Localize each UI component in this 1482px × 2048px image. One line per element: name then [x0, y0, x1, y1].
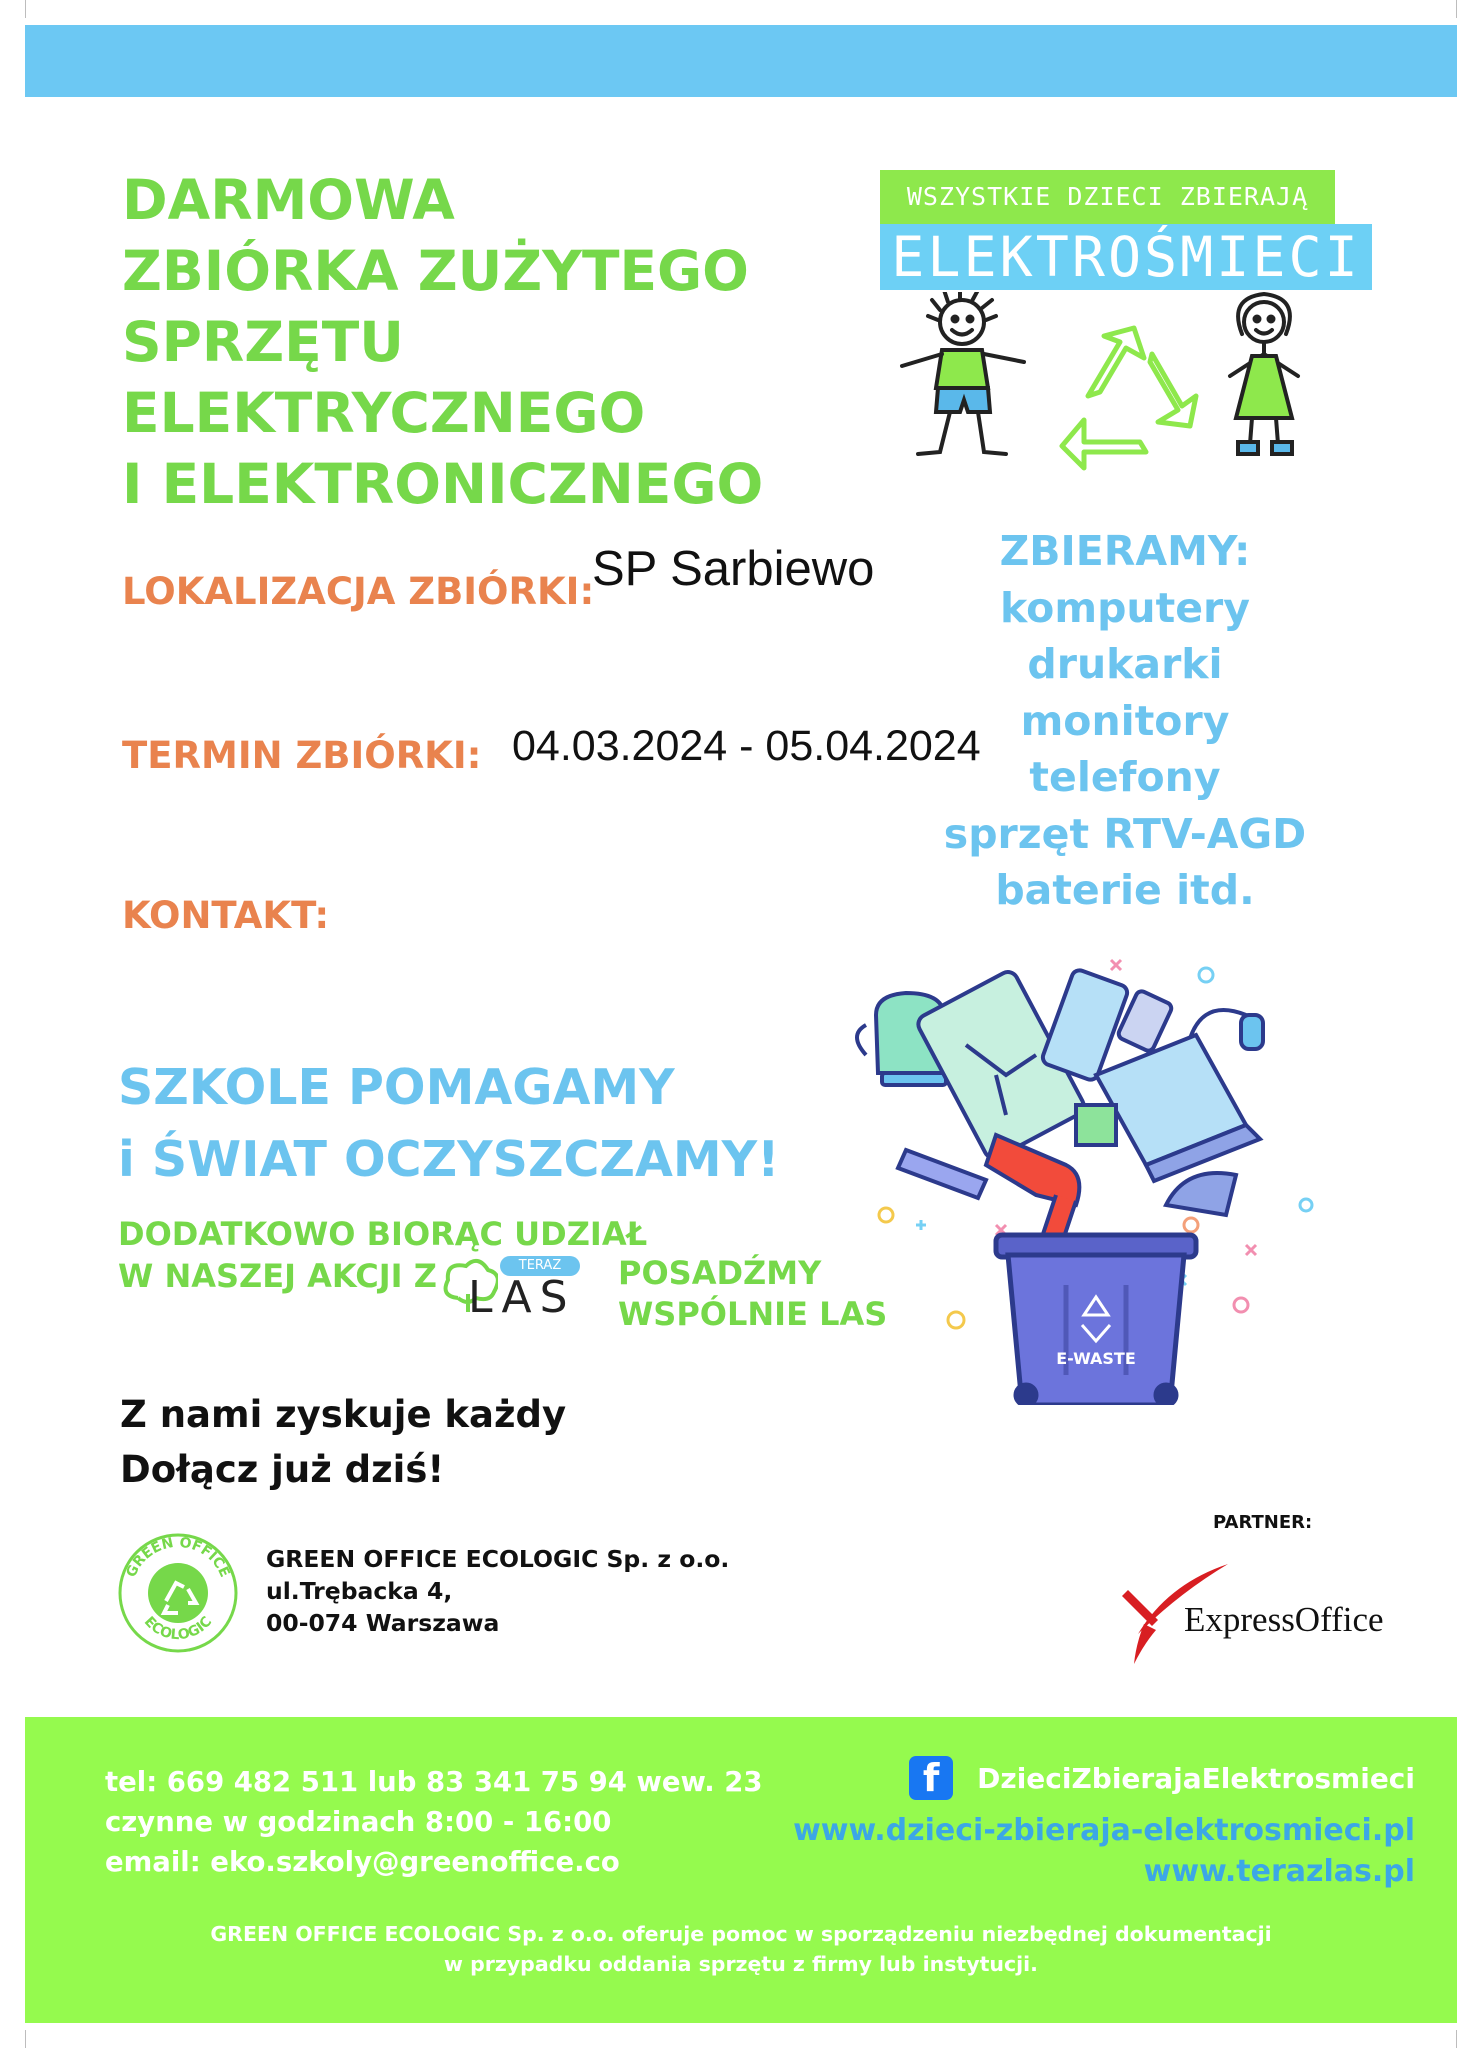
- e-waste-illustration: [846, 955, 1366, 1405]
- website-link-2[interactable]: www.terazlas.pl: [1143, 1854, 1415, 1889]
- iron-icon: [1166, 1173, 1236, 1215]
- crop-mark: [25, 0, 26, 18]
- circuit-chip-icon: [1076, 1105, 1116, 1145]
- footer-websites: [793, 1810, 1415, 1892]
- crop-mark: [1456, 0, 1457, 18]
- collect-item: drukarki: [1027, 640, 1223, 688]
- recycle-symbol-icon: [1062, 328, 1196, 468]
- collect-item: baterie itd.: [995, 866, 1255, 914]
- join-text: [120, 1387, 566, 1497]
- location-label: LOKALIZACJA ZBIÓRKI:: [122, 570, 595, 613]
- join-line: Dołącz już dziś!: [120, 1448, 445, 1491]
- badge-bottom-text: ECOLOGIC: [140, 1613, 216, 1644]
- term-value: 04.03.2024 - 05.04.2024: [512, 722, 981, 770]
- green-office-badge: [116, 1531, 240, 1655]
- headline: [122, 165, 882, 520]
- join-line: Z nami zyskuje każdy: [120, 1393, 567, 1436]
- collect-list: [910, 523, 1340, 919]
- extra-line-2: W NASZEJ AKCJI Z: [118, 1257, 437, 1295]
- facebook-icon: f: [909, 1756, 953, 1800]
- campaign-logo-main-word: ELEKTROŚMIECI: [880, 224, 1372, 290]
- headline-line: DARMOWA: [122, 168, 455, 232]
- las-wordmark: LAS: [468, 1272, 576, 1323]
- footer-tel: tel: 669 482 511 lub 83 341 75 94 wew. 23: [105, 1766, 763, 1798]
- top-color-bar: [25, 25, 1457, 97]
- company-city: 00-074 Warszawa: [266, 1609, 500, 1637]
- extra-line-4: WSPÓLNIE LAS: [618, 1295, 888, 1333]
- partner-label: PARTNER:: [1213, 1512, 1313, 1533]
- headline-line: ELEKTRYCZNEGO: [122, 381, 646, 445]
- term-label: TERMIN ZBIÓRKI:: [122, 734, 482, 777]
- girl-drawing-icon: [1230, 294, 1298, 454]
- partner-name: ExpressOffice: [1184, 1600, 1384, 1639]
- badge-top-text: GREEN OFFICE: [123, 1534, 233, 1580]
- partner-logo: [1118, 1560, 1418, 1670]
- collect-title: ZBIERAMY:: [999, 527, 1251, 575]
- flashlight-icon: [898, 1150, 986, 1198]
- collect-item: monitory: [1020, 696, 1230, 745]
- disclaimer-line: w przypadku oddania sprzętu z firmy lub instytucji.: [444, 1952, 1038, 1976]
- footer-email[interactable]: email: eko.szkoly@greenoffice.co: [105, 1846, 620, 1878]
- slogan-line: i ŚWIAT OCZYSZCZAMY!: [118, 1131, 780, 1188]
- disclaimer-line: GREEN OFFICE ECOLOGIC Sp. z o.o. oferuje pomoc w sporządzeniu niezbędnej dokumentacji: [210, 1922, 1272, 1946]
- campaign-logo-top-line: WSZYSTKIE DZIECI ZBIERAJĄ: [880, 170, 1335, 224]
- collect-item: komputery: [1000, 583, 1250, 632]
- extra-line-3: POSADŹMY: [618, 1254, 822, 1292]
- company-address: [266, 1543, 729, 1639]
- headline-line: I ELEKTRONICZNEGO: [122, 452, 764, 516]
- facebook-name[interactable]: DzieciZbierajaElektrosmieci: [977, 1761, 1415, 1795]
- boy-drawing-icon: [902, 292, 1024, 454]
- collect-item: telefony: [1029, 753, 1221, 801]
- campaign-logo: [880, 170, 1361, 480]
- collect-item: sprzęt RTV-AGD: [943, 809, 1307, 858]
- extra-line-1: DODATKOWO BIORĄC UDZIAŁ: [118, 1215, 648, 1253]
- footer-disclaimer: [25, 1919, 1457, 1979]
- company-street: ul.Trębacka 4,: [266, 1577, 453, 1605]
- teraz-badge: TERAZ: [500, 1256, 580, 1276]
- facebook-link[interactable]: [909, 1756, 1415, 1800]
- laptop-icon: [1096, 1035, 1260, 1181]
- headline-line: SPRZĘTU: [122, 310, 404, 374]
- website-link-1[interactable]: www.dzieci-zbieraja-elektrosmieci.pl: [793, 1813, 1415, 1848]
- headline-line: ZBIÓRKA ZUŻYTEGO: [122, 239, 749, 303]
- slogan: [118, 1052, 779, 1196]
- contact-label: KONTAKT:: [122, 894, 330, 937]
- company-name: GREEN OFFICE ECOLOGIC Sp. z o.o.: [266, 1545, 730, 1573]
- kids-recycle-illustration: [880, 292, 1340, 482]
- crop-mark: [1456, 2030, 1457, 2048]
- bin-label: E-WASTE: [1056, 1349, 1136, 1368]
- crop-mark: [25, 2030, 26, 2048]
- location-value: SP Sarbiewo: [592, 542, 875, 596]
- e-waste-bin-icon: [996, 1235, 1196, 1405]
- footer-hours: czynne w godzinach 8:00 - 16:00: [105, 1806, 612, 1838]
- footer-contact: [105, 1762, 763, 1882]
- teraz-las-logo: [438, 1250, 608, 1330]
- slogan-line: SZKOLE POMAGAMY: [118, 1059, 675, 1116]
